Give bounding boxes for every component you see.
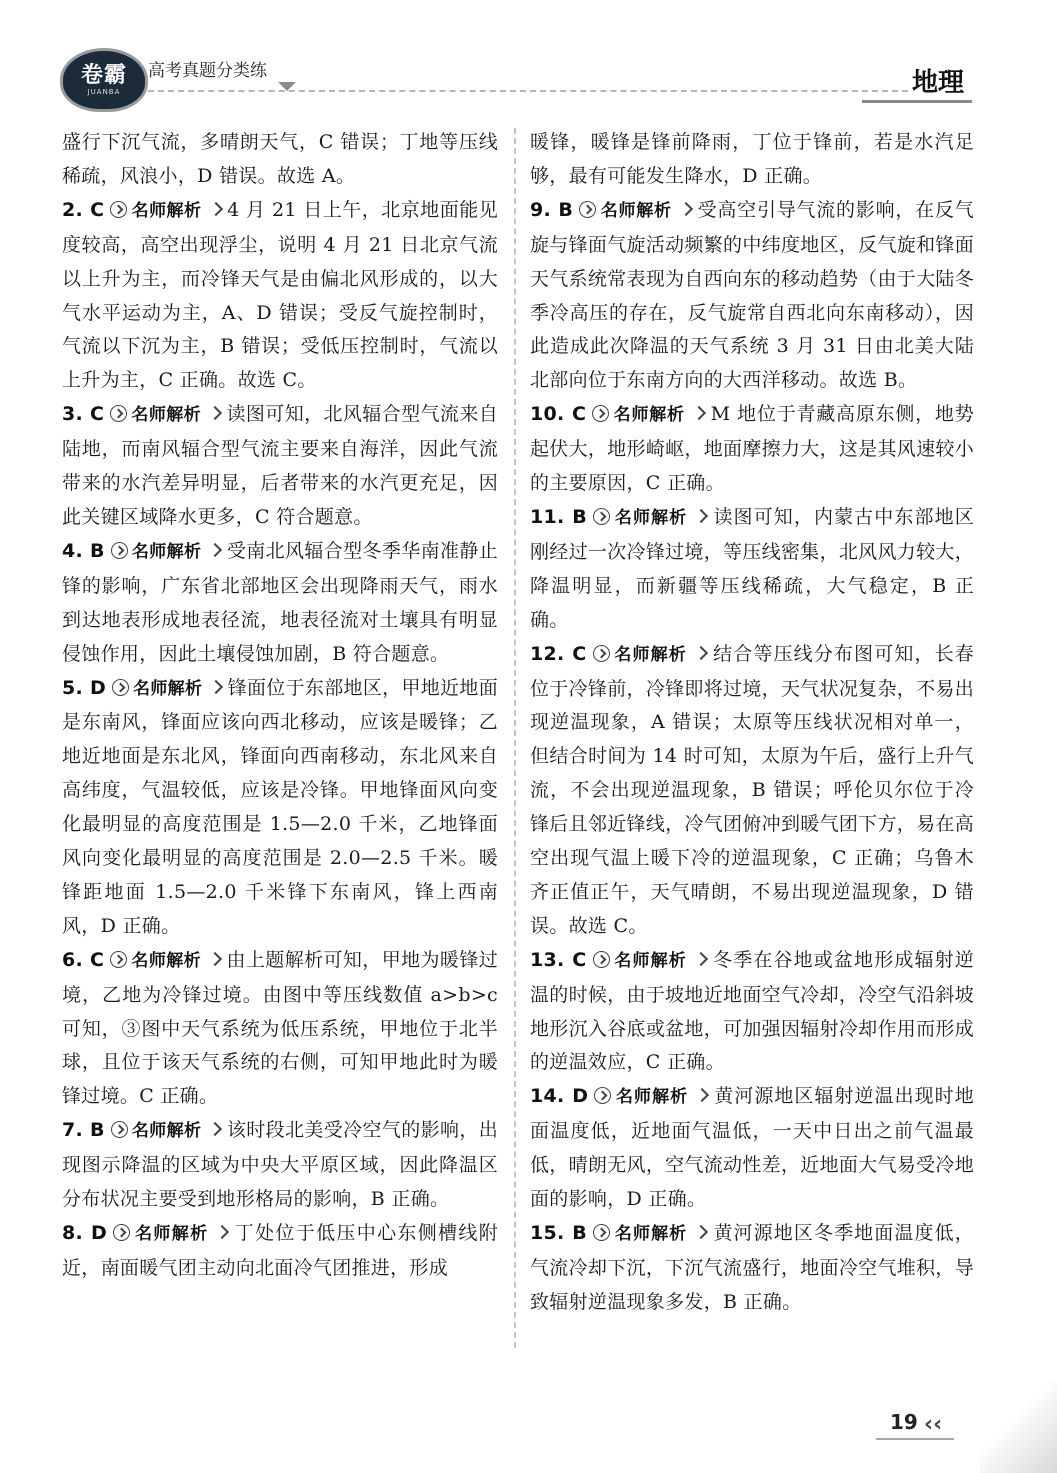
analysis-label: 名师解析 bbox=[131, 541, 202, 562]
analysis-label: 名师解析 bbox=[614, 1224, 688, 1244]
chevron-right-icon bbox=[694, 646, 708, 660]
answer-text: 由上题解析可知，甲地为暖锋过境，乙地为冷锋过境。由图中等压线数值 a>b>c 可知，③图中天气系统为低压系统，甲地位于北半球，且位于该天气系统的右侧，可知甲地此时为暖锋过境。C 正确。 bbox=[62, 948, 499, 1108]
column-divider bbox=[514, 128, 516, 1348]
analysis-icon bbox=[594, 1087, 611, 1104]
answer-item bbox=[62, 944, 498, 1115]
question-number: 9. B bbox=[530, 198, 574, 221]
logo-subtext: JUANBA bbox=[87, 88, 121, 96]
answer-text: 丁处位于低压中心东侧槽线附近，南面暖气团主动向北面冷气团推进，形成 bbox=[62, 1222, 499, 1279]
question-number: 15. B bbox=[530, 1222, 588, 1244]
analysis-icon bbox=[593, 508, 610, 525]
answer-continuation bbox=[62, 126, 498, 194]
answer-text: 结合等压线分布图可知，长春位于冷锋前，冷锋即将过境，天气状况复杂，不易出现逆温现象，A 错误；太原等压线状况相对单一，但结合时间为 14 时可知，太原为午后，盛行上升气流，不会出现逆温现象，B 错误；呼伦贝尔位于冷锋后且邻近锋线，冷气团俯冲到暖气团下方，易在高空出现气温上暖下冷的逆温现象，C 正确；乌鲁木齐正值正午，天气晴朗，不易出现逆温现象，D 错误。故选 C。 bbox=[530, 642, 975, 937]
question-number: 6. C bbox=[62, 948, 105, 971]
left-column bbox=[62, 126, 498, 1286]
chevron-right-icon bbox=[208, 406, 222, 420]
answer-item bbox=[530, 944, 974, 1081]
page-number: 19 bbox=[890, 1410, 918, 1434]
chevron-right-icon bbox=[692, 406, 706, 420]
analysis-icon bbox=[592, 405, 609, 422]
answer-item bbox=[530, 1217, 974, 1320]
analysis-icon bbox=[111, 542, 128, 559]
analysis-icon bbox=[593, 1224, 610, 1241]
brand-logo bbox=[60, 48, 148, 112]
page-corner-decoration bbox=[980, 1380, 1057, 1473]
series-title: 高考真题分类练 bbox=[148, 61, 267, 81]
answer-item bbox=[530, 398, 974, 501]
analysis-icon bbox=[593, 951, 610, 968]
question-number: 12. C bbox=[530, 642, 587, 665]
analysis-icon bbox=[113, 1224, 130, 1241]
analysis-icon bbox=[111, 1121, 128, 1138]
answer-item bbox=[62, 1217, 498, 1286]
chevron-right-icon bbox=[208, 202, 222, 216]
chevron-right-icon bbox=[694, 1225, 708, 1239]
analysis-label: 名师解析 bbox=[131, 405, 202, 426]
answer-item bbox=[530, 501, 974, 638]
answer-text: 受南北风辐合型冬季华南准静止锋的影响，广东省北部地区会出现降雨天气，雨水到达地表形成地表径流，地表径流对土壤具有明显侵蚀作用，因此土壤侵蚀加剧，B 符合题意。 bbox=[62, 539, 498, 665]
subject-underline bbox=[862, 100, 972, 103]
question-number: 13. C bbox=[530, 948, 587, 971]
chevron-right-icon bbox=[679, 202, 693, 216]
continuation-text: 暖锋，暖锋是锋前降雨，丁位于锋前，若是水汽足够，最有可能发生降水，D 正确。 bbox=[530, 131, 974, 187]
analysis-label: 名师解析 bbox=[613, 950, 687, 971]
right-column bbox=[530, 126, 974, 1320]
analysis-label: 名师解析 bbox=[613, 405, 685, 426]
answer-item bbox=[530, 1080, 974, 1217]
chevron-right-icon bbox=[209, 679, 223, 693]
analysis-label: 名师解析 bbox=[615, 1087, 689, 1108]
analysis-icon bbox=[110, 951, 127, 968]
analysis-label: 名师解析 bbox=[133, 678, 203, 699]
answer-item bbox=[62, 1114, 498, 1217]
analysis-label: 名师解析 bbox=[600, 200, 672, 221]
analysis-icon bbox=[593, 645, 610, 662]
double-chevron-left-icon: ‹‹ bbox=[924, 1412, 943, 1437]
answer-item bbox=[62, 535, 498, 672]
chevron-right-icon bbox=[694, 509, 708, 523]
chevron-right-icon bbox=[215, 1225, 229, 1239]
answer-text: 锋面位于东部地区，甲地近地面是东南风，锋面应该向西北移动，应该是暖锋；乙地近地面是东北风，锋面向西南移动，东北风来自高纬度，气温较低，应该是冷锋。甲地锋面风向变化最明显的高度范围是 1.5—2.0 千米，乙地锋面风向变化最明显的高度范围是 2.0—2.5 千米。暖锋距地面 1.5—2.0 千米锋下东南风，锋上西南风，D 正确。 bbox=[62, 676, 499, 937]
answer-item bbox=[62, 672, 498, 944]
logo-text: 卷霸 bbox=[80, 63, 127, 88]
header-divider bbox=[148, 90, 908, 92]
answer-item bbox=[62, 194, 498, 398]
analysis-label: 名师解析 bbox=[131, 950, 202, 971]
answer-text: 该时段北美受冷空气的影响，出现图示降温的区域为中央大平原区域，因此降温区分布状况主要受到地形格局的影响，B 正确。 bbox=[62, 1119, 498, 1211]
answer-text: 读图可知，北风辐合型气流来自陆地，而南风辐合型气流主要来自海洋，因此气流带来的水汽差异明显，后者带来的水汽更充足，因此关键区域降水更多，C 符合题意。 bbox=[62, 403, 499, 528]
answer-text: 冬季在谷地或盆地形成辐射逆温的时候，由于坡地近地面空气冷却，冷空气沿斜坡地形沉入谷底或盆地，可加强因辐射冷却作用而形成的逆温效应，C 正确。 bbox=[530, 948, 975, 1074]
answer-text: 受高空引导气流的影响，在反气旋与锋面气旋活动频繁的中纬度地区，反气旋和锋面天气系统常表现为自西向东的移动趋势（由于大陆冬季冷高压的存在，反气旋常自西北向东南移动），因此造成此次降温的天气系统 3 月 31 日由北美大陆北部向位于东南方向的大西洋移动。故选 B。 bbox=[530, 198, 975, 392]
analysis-label: 名师解析 bbox=[613, 644, 687, 665]
analysis-icon bbox=[579, 201, 596, 218]
answer-item bbox=[530, 194, 974, 398]
question-number: 14. D bbox=[530, 1085, 589, 1108]
question-number: 2. C bbox=[62, 198, 105, 221]
chevron-right-icon bbox=[208, 1122, 222, 1136]
continuation-text: 盛行下沉气流，多晴朗天气，C 错误；丁地等压线稀疏，风浪小，D 错误。故选 A。 bbox=[62, 131, 498, 187]
answer-text: 4 月 21 日上午，北京地面能见度较高，高空出现浮尘，说明 4 月 21 日北京气流以上升为主，而冷锋天气是由偏北风形成的，以大气水平运动为主，A、D 错误；受反气旋控制时，气流以下沉为主，B 错误；受低压控制时，气流以上升为主，C 正确。故选 C。 bbox=[62, 198, 499, 392]
analysis-label: 名师解析 bbox=[131, 1121, 202, 1142]
analysis-label: 名师解析 bbox=[134, 1224, 209, 1244]
analysis-label: 名师解析 bbox=[131, 200, 202, 221]
subject-title: 地理 bbox=[912, 68, 965, 98]
analysis-icon bbox=[110, 405, 127, 422]
chevron-right-icon bbox=[694, 952, 708, 966]
answer-text: 黄河源地区辐射逆温出现时地面温度低，近地面气温低，一天中日出之前气温最低，晴朗无风，空气流动性差，近地面大气易受冷地面的影响，D 正确。 bbox=[530, 1085, 974, 1211]
analysis-label: 名师解析 bbox=[614, 507, 688, 528]
question-number: 5. D bbox=[62, 676, 107, 699]
question-number: 4. B bbox=[62, 539, 105, 562]
chevron-right-icon bbox=[695, 1088, 709, 1102]
question-number: 8. D bbox=[62, 1222, 108, 1244]
question-number: 11. B bbox=[530, 505, 588, 528]
chevron-right-icon bbox=[208, 543, 222, 557]
page-header bbox=[0, 0, 1057, 120]
answer-text: 黄河源地区冬季地面温度低，气流冷却下沉，下沉气流盛行，地面冷空气堆积，导致辐射逆温现象多发，B 正确。 bbox=[530, 1222, 975, 1313]
answer-text: 读图可知，内蒙古中东部地区刚经过一次冷锋过境，等压线密集，北风风力较大，降温明显，而新疆等压线稀疏，大气稳定，B 正确。 bbox=[530, 505, 975, 631]
chevron-right-icon bbox=[208, 952, 222, 966]
analysis-icon bbox=[112, 679, 129, 696]
answer-continuation bbox=[530, 126, 974, 194]
answer-text: M 地位于青藏高原东侧，地势起伏大，地形崎岖，地面摩擦力大，这是其风速较小的主要原因，C 正确。 bbox=[530, 403, 975, 495]
question-number: 10. C bbox=[530, 403, 587, 426]
question-number: 7. B bbox=[62, 1119, 105, 1142]
answer-item bbox=[530, 638, 974, 944]
analysis-icon bbox=[110, 201, 127, 218]
page-number-underline bbox=[876, 1438, 954, 1440]
question-number: 3. C bbox=[62, 403, 105, 426]
answer-item bbox=[62, 398, 498, 535]
